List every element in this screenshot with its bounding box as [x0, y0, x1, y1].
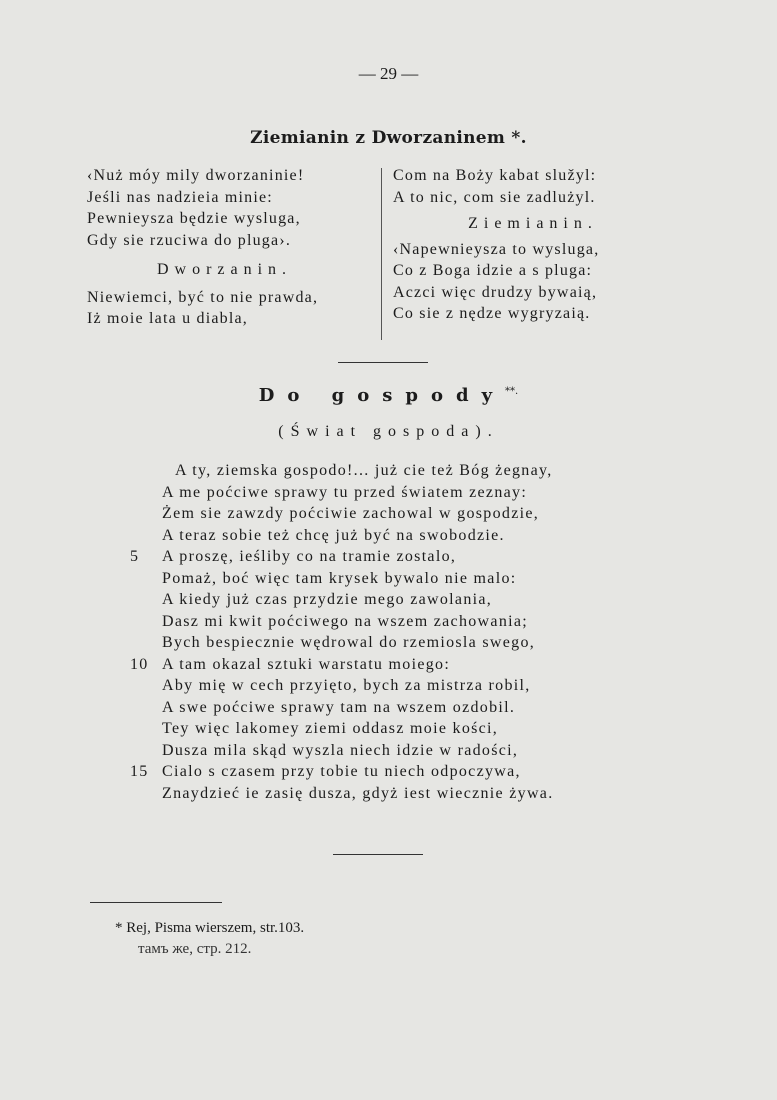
- line-number: 5: [130, 548, 140, 565]
- footnote: * Rej, Pisma wierszem, str.103.: [115, 920, 305, 936]
- verse-line: Co sie z nędze wygryzaią.: [393, 305, 591, 322]
- line-text: Aby mię w cech przyięto, bych za mistrza robil,: [162, 677, 531, 694]
- poem-line: [130, 783, 710, 805]
- line-text: Dasz mi kwit poćciwego na wszem zachowania;: [162, 612, 529, 630]
- column-divider: [381, 168, 382, 340]
- line-text: A teraz sobie też chcę już być na swobodzie.: [162, 526, 505, 544]
- poem-line: [130, 740, 710, 762]
- poem-line: [130, 654, 710, 676]
- verse-line: Aczci więc drudzy bywaią,: [393, 283, 598, 301]
- footnote: тамъ же, стр. 212.: [138, 941, 252, 957]
- footnotes: [115, 918, 304, 960]
- verse-line: Gdy sie rzuciwa do pluga›.: [87, 231, 292, 249]
- line-text: A swe poćciwe sprawy tam na wszem ozdobil.: [162, 698, 516, 716]
- poem-line: [130, 761, 710, 783]
- dialogue-title: Ziemianin z Dworzaninem *.: [250, 128, 527, 148]
- verse-line: Niewiemci, być to nie prawda,: [87, 288, 319, 306]
- poem-line: [130, 675, 710, 697]
- line-text: Dusza mila skąd wyszla niech idzie w radości,: [162, 741, 519, 759]
- line-text: Tey więc lakomey ziemi oddasz moie kości,: [162, 720, 499, 737]
- section-divider: [333, 854, 423, 855]
- poem-line: [130, 718, 710, 740]
- line-text: Pomaż, boć więc tam krysek bywalo nie malo:: [162, 569, 517, 587]
- poem-line: [130, 525, 710, 547]
- verse-line: Co z Boga idzie a s pluga:: [393, 262, 593, 279]
- poem-subtitle: (Świat gospoda).: [278, 423, 499, 440]
- page-number: — 29 —: [358, 64, 419, 83]
- line-text: A proszę, ieśliby co na tramie zostalo,: [162, 548, 457, 565]
- line-text: Cialo s czasem przy tobie tu niech odpoczywa,: [162, 763, 521, 780]
- poem-line: [130, 460, 710, 482]
- poem-title: [0, 385, 777, 406]
- line-text: Żem sie zawzdy poćciwie zachowal w gospodzie,: [162, 505, 540, 522]
- poem-line: [130, 589, 710, 611]
- verse-line: Iż moie lata u diabla,: [87, 310, 249, 327]
- poem-line: [130, 632, 710, 654]
- dialogue-right-column: [393, 165, 673, 325]
- poem-line: [130, 482, 710, 504]
- poem-line: [130, 697, 710, 719]
- verse-line: A to nic, com sie zadlużyl.: [393, 188, 596, 206]
- section-divider: [338, 362, 428, 363]
- poem-body: [130, 460, 710, 804]
- speaker-label: Ziemianin.: [468, 215, 598, 232]
- line-text: Bych bespiecznie wędrowal do rzemiosla swego,: [162, 634, 536, 651]
- poem-line: [130, 503, 710, 525]
- dialogue-left-column: [87, 165, 362, 330]
- speaker-label: Dworzanin.: [156, 261, 293, 278]
- poem-line: [130, 568, 710, 590]
- line-number: 15: [130, 763, 149, 780]
- poem-line: [130, 611, 710, 633]
- verse-line: Com na Boży kabat služyl:: [393, 167, 597, 184]
- footnote-divider: [90, 902, 222, 903]
- line-text: A tam okazal sztuki warstatu moiego:: [162, 655, 451, 673]
- line-text: A kiedy już czas przydzie mego zawolania,: [162, 591, 493, 608]
- poem-line: [130, 546, 710, 568]
- line-text: Znaydzieć ie zasię dusza, gdyż iest wiecznie żywa.: [162, 784, 554, 802]
- poem-title-text: Do gospody: [258, 385, 506, 406]
- verse-line: Jeśli nas nadzieia minie:: [87, 188, 273, 206]
- line-text: A ty, ziemska gospodo!... już cie też Bóg żegnay,: [175, 462, 553, 479]
- footnote-mark: **.: [505, 386, 519, 397]
- line-number: 10: [130, 655, 149, 673]
- line-text: A me poćciwe sprawy tu przed światem zeznay:: [162, 483, 528, 501]
- verse-line: ‹Napewnieysza to wysluga,: [393, 240, 600, 258]
- verse-line: ‹Nuż móy mily dworzaninie!: [87, 167, 305, 184]
- verse-line: Pewnieysza będzie wysluga,: [87, 210, 301, 227]
